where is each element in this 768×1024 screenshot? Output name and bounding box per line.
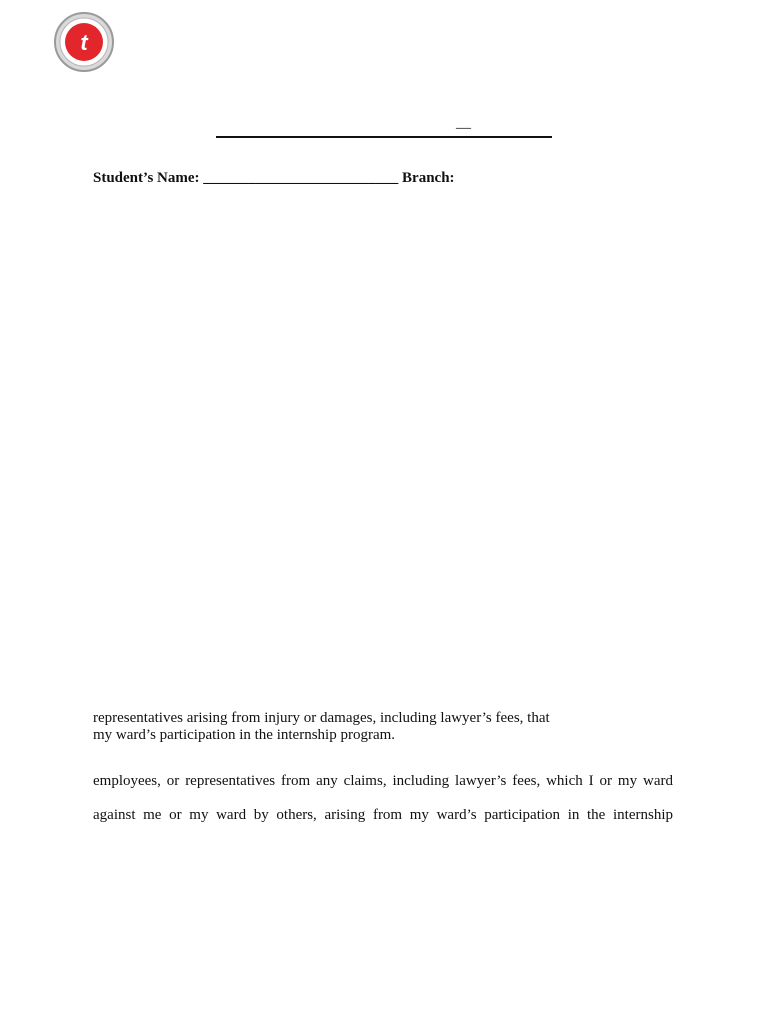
student-name-blank: __________________________	[203, 170, 399, 186]
form-title-blank	[216, 114, 552, 138]
seal-initials: t	[80, 30, 88, 55]
college-seal-icon	[54, 12, 114, 72]
branch-label: Branch:	[402, 170, 455, 186]
paragraph-1-line-1: representatives arising from injury or damages, including lawyer’s fees, that	[93, 710, 550, 726]
title-dash: __	[456, 115, 471, 131]
paragraph-2-line-1: employees, or representatives from any claims, including lawyer’s fees, which I or my ward	[93, 773, 673, 789]
paragraph-1-line-2: my ward’s participation in the internship program.	[93, 727, 396, 743]
paragraph-2-line-2: against me or my ward by others, arising from my ward’s participation in the internship	[93, 807, 673, 823]
student-name-label: Student’s Name:	[93, 170, 200, 186]
college-seal-svg	[54, 12, 114, 72]
title-underline	[216, 136, 552, 138]
student-info-line	[93, 169, 455, 187]
